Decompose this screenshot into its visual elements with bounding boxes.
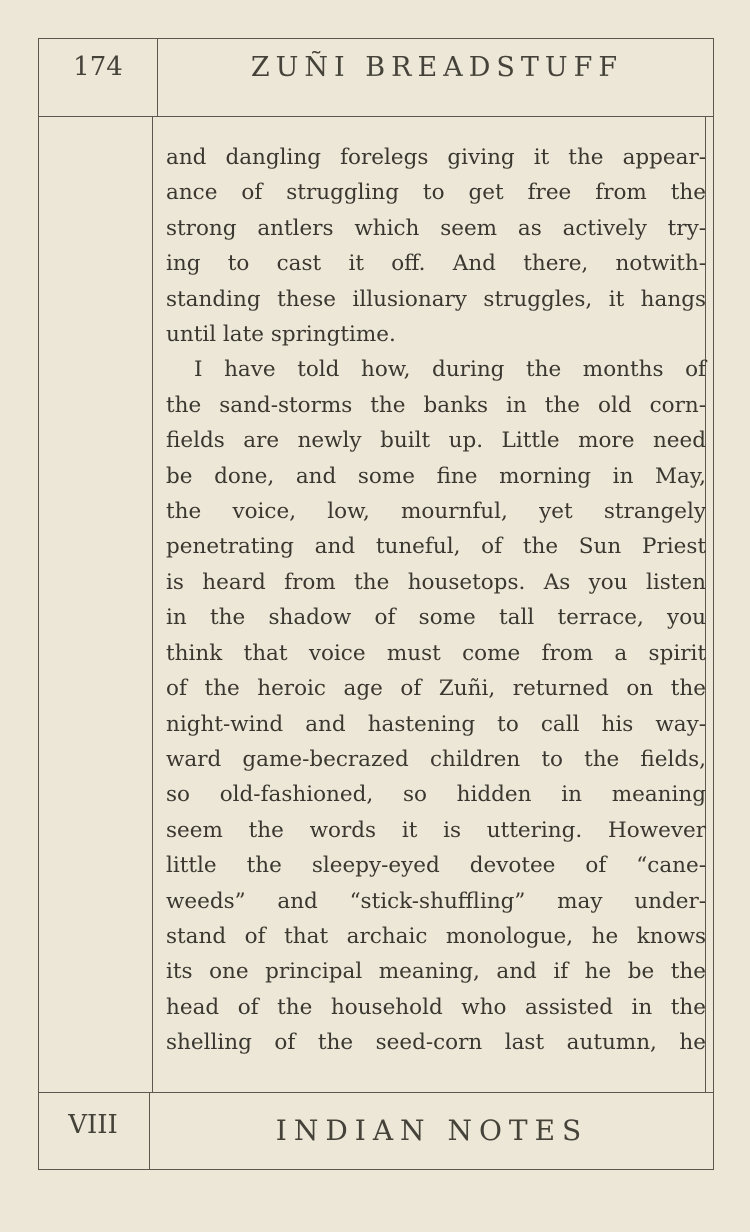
text-line: shelling of the seed-corn last autumn, he: [166, 1030, 706, 1056]
footer-series-title: INDIAN NOTES: [275, 1114, 589, 1147]
body-text: [166, 140, 706, 1061]
text-line: I have told how, during the months of: [194, 357, 706, 383]
text-line: seem the words it is uttering. However: [166, 817, 706, 843]
text-line: ance of struggling to get free from the: [166, 180, 706, 206]
text-line: standing these illusionary struggles, it hangs: [166, 286, 706, 312]
text-line: fields are newly built up. Little more need: [166, 428, 706, 454]
header-rule: [38, 116, 714, 117]
text-line: and dangling forelegs giving it the appear-: [166, 145, 706, 170]
page-number: 174: [73, 52, 123, 82]
text-line: head of the household who assisted in the: [166, 994, 706, 1020]
running-title: ZUÑI BREADSTUFF: [250, 52, 624, 83]
text-line: until late springtime.: [166, 322, 396, 348]
text-line: weeds” and “stick-shuffling” may under-: [166, 888, 706, 914]
margin-rule: [152, 116, 153, 1092]
text-line: in the shadow of some tall terrace, you: [166, 605, 706, 631]
footer-rule: [38, 1092, 714, 1093]
text-line: penetrating and tuneful, of the Sun Priest: [166, 534, 706, 560]
text-line: night-wind and hastening to call his way-: [166, 711, 706, 737]
text-line: ing to cast it off. And there, notwith-: [166, 251, 706, 277]
text-line: strong antlers which seem as actively try-: [166, 215, 706, 241]
text-line: the sand-storms the banks in the old corn-: [166, 392, 706, 418]
text-line: of the heroic age of Zuñi, returned on the: [166, 676, 706, 702]
text-line: be done, and some fine morning in May,: [166, 463, 706, 489]
text-line: so old-fashioned, so hidden in meaning: [166, 782, 706, 808]
text-line: is heard from the housetops. As you listen: [166, 569, 706, 595]
footer-section-number: VIII: [68, 1110, 118, 1140]
text-line: little the sleepy-eyed devotee of “cane-: [166, 853, 706, 879]
text-line: the voice, low, mournful, yet strangely: [166, 499, 706, 525]
text-line: think that voice must come from a spirit: [166, 640, 706, 666]
text-line: ward game-becrazed children to the fields,: [166, 746, 706, 772]
text-line: its one principal meaning, and if he be the: [166, 959, 706, 985]
text-line: stand of that archaic monologue, he knows: [166, 923, 706, 949]
